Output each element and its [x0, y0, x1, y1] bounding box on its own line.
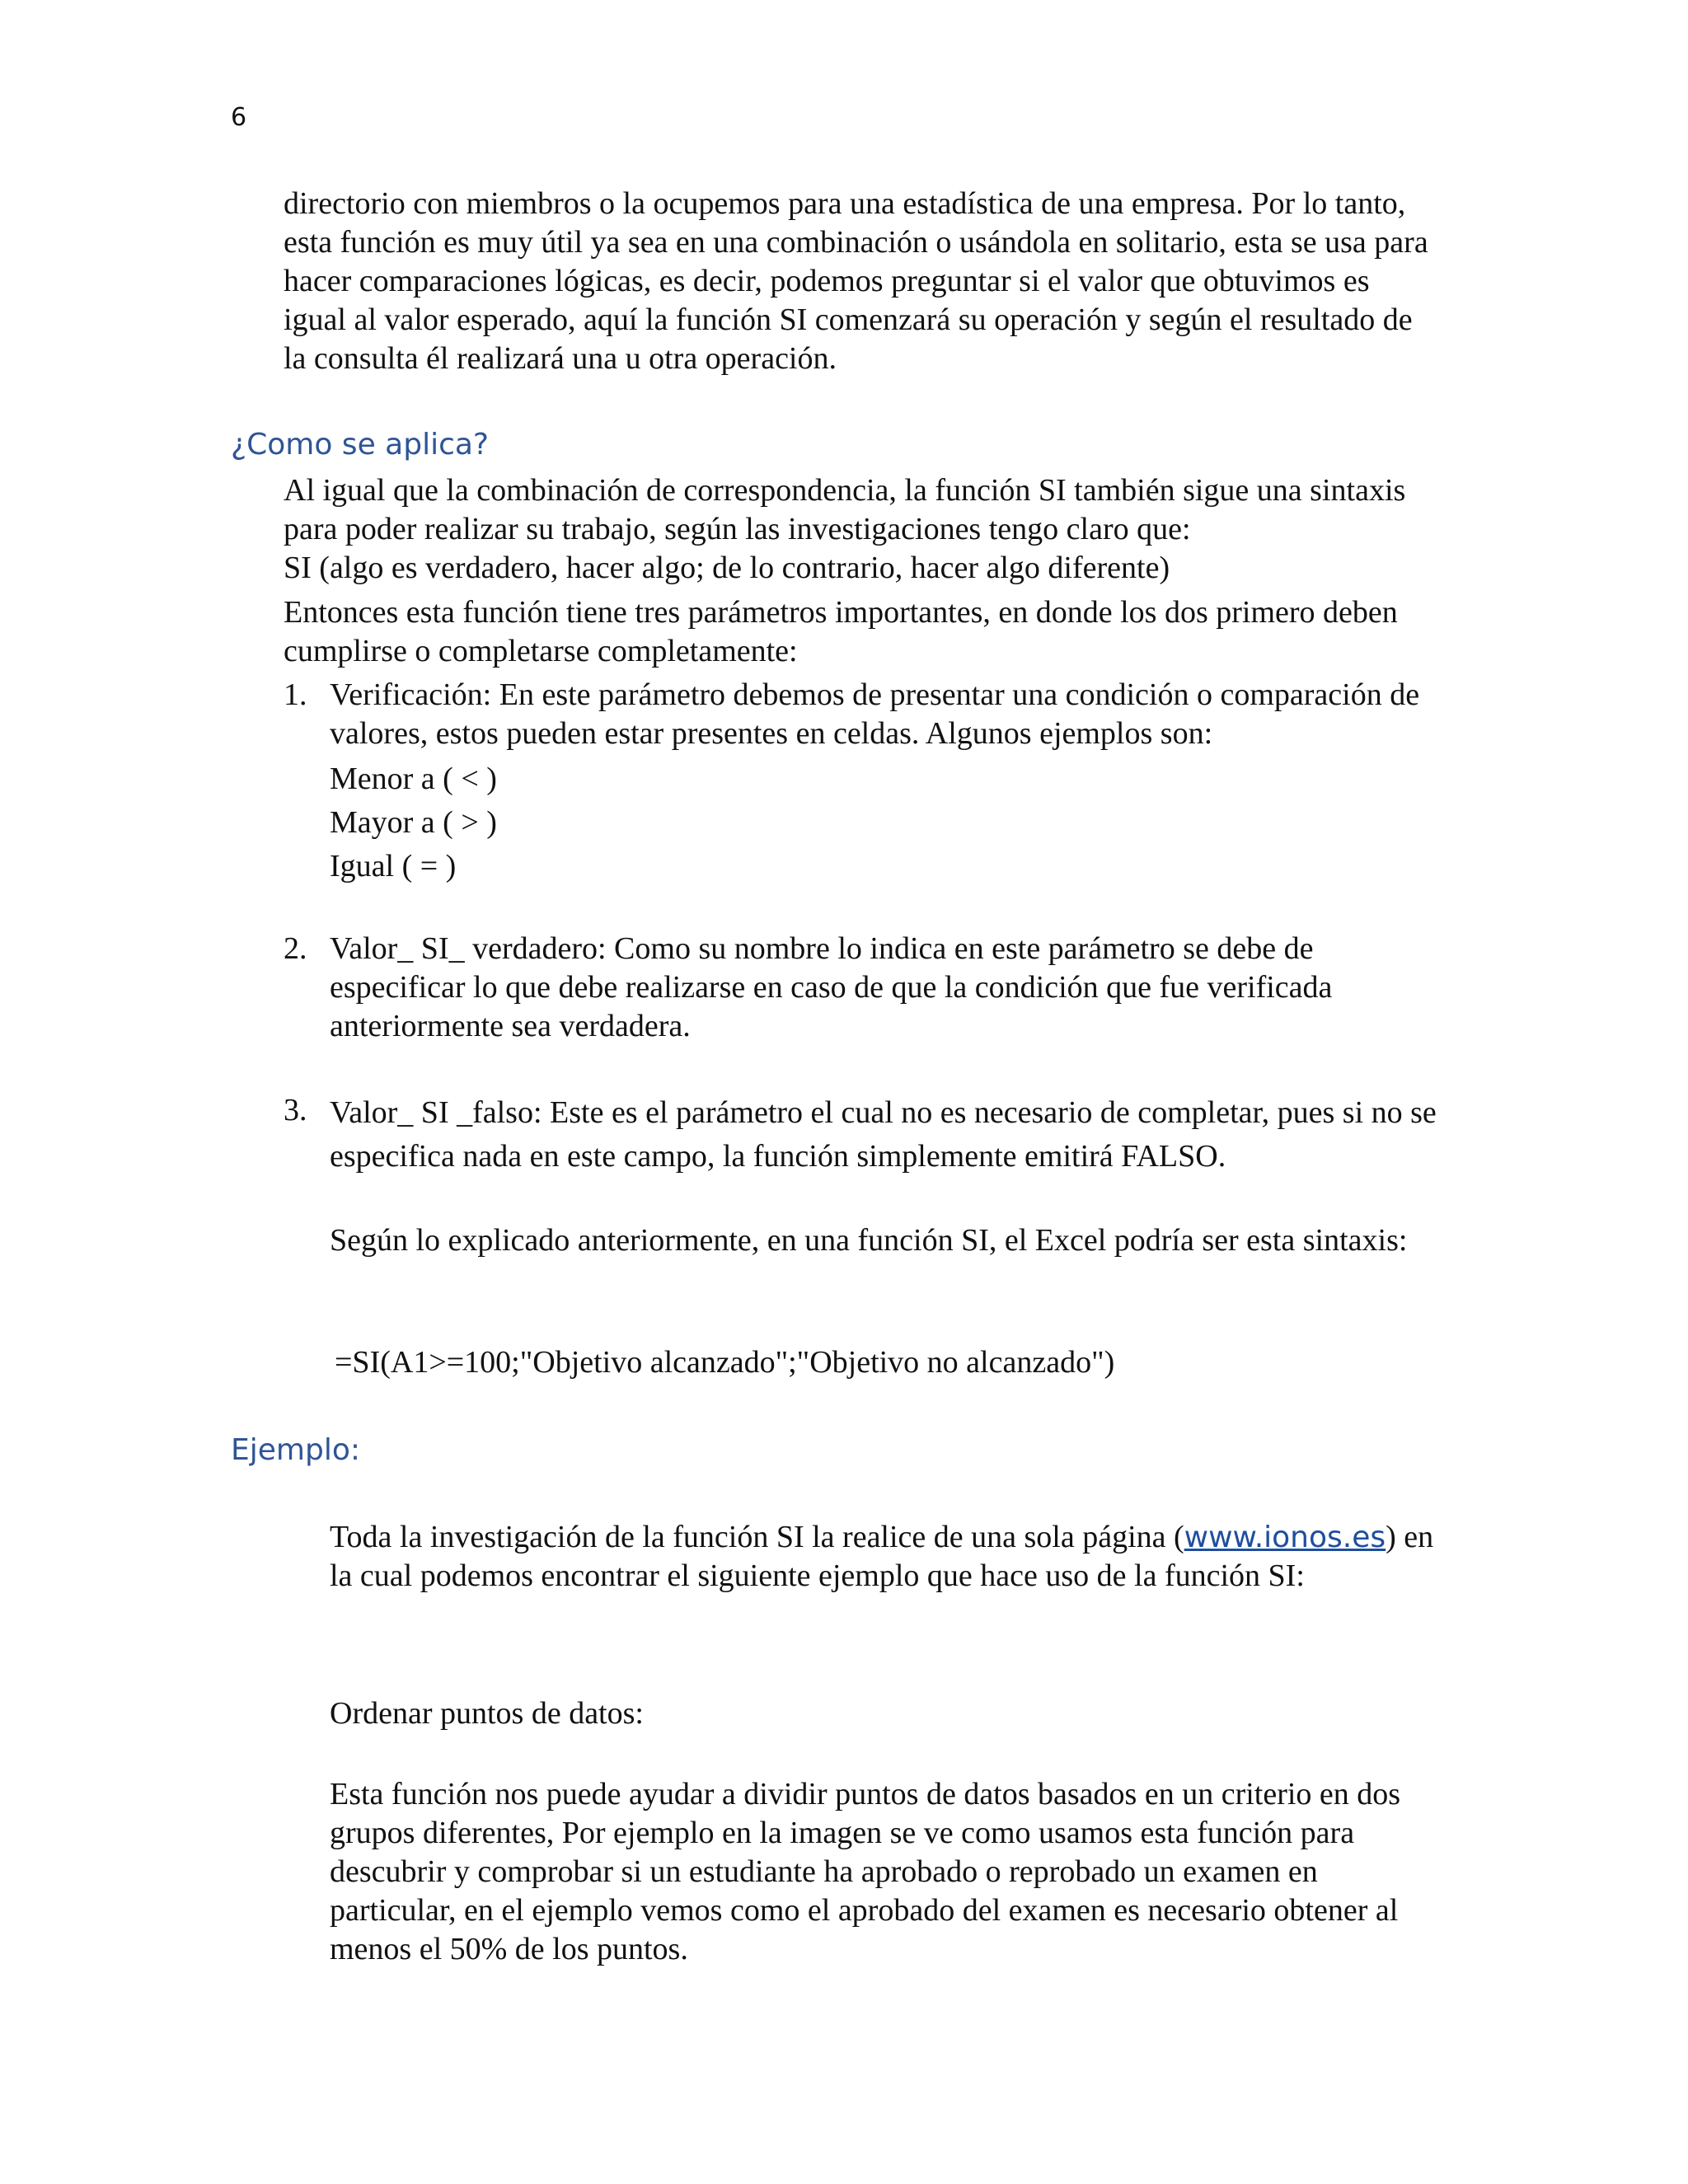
list-item-valor-si-falso	[284, 1091, 1454, 1179]
list-item-text: Valor_ SI _falso: Este es el parámetro el cual no es necesario de completar, pues si no se especifica nada en este campo, la función simplemente emitirá FALSO.	[330, 1095, 1437, 1174]
example-intro	[330, 1518, 1451, 1596]
formula-example: =SI(A1>=100;"Objetivo alcanzado";"Objetivo no alcanzado")	[335, 1345, 1115, 1380]
operator-igual: Igual ( = )	[330, 849, 457, 883]
example-description: Esta función nos puede ayudar a dividir puntos de datos basados en un criterio en dos grupos diferentes, Por ejemplo en la imagen se ve como usamos esta función para descubrir y comprobar si un estudiante ha aprobado o reprobado un examen en particular, en el ejemplo vemos como el aprobado del examen es necesario obtener al menos el 50% de los puntos.	[330, 1777, 1401, 1966]
source-link[interactable]: www.ionos.es	[1184, 1521, 1386, 1554]
list-marker: 2.	[284, 931, 307, 966]
list-marker: 3.	[284, 1093, 307, 1127]
list-item-valor-si-verdadero	[284, 930, 1454, 1046]
operator-menor: Menor a ( < )	[330, 762, 497, 796]
intro-paragraph: directorio con miembros o la ocupemos para una estadística de una empresa. Por lo tanto, esta función es muy útil ya sea en una combinación o usándola en solitario, esta se usa para hacer comparaciones lógicas, es decir, podemos preguntar si el valor que obtuvimos es igual al valor esperado, aquí la función SI comenzará su operación y según el resultado de la consulta él realizará una u otra operación.	[284, 186, 1428, 376]
example-intro-end: ) en la cual podemos encontrar el siguiente ejemplo que hace uso de la función SI:	[330, 1520, 1434, 1593]
list-item-verificacion	[284, 676, 1454, 886]
apply-paragraph-1: Al igual que la combinación de correspondencia, la función SI también sigue una sintaxis para poder realizar su trabajo, según las investigaciones tengo claro que:	[284, 473, 1406, 546]
list-item-text: Valor_ SI_ verdadero: Como su nombre lo indica en este parámetro se debe de especificar lo que debe realizarse en caso de que la condición que fue verificada anteriormente sea verdadera.	[330, 931, 1333, 1043]
example-subheading: Ordenar puntos de datos:	[330, 1696, 644, 1731]
heading-ejemplo: Ejemplo:	[231, 1433, 360, 1467]
apply-paragraph-2: Entonces esta función tiene tres parámetros importantes, en donde los dos primero deben cumplirse o completarse completamente:	[284, 595, 1398, 668]
list-item-text: Verificación: En este parámetro debemos de presentar una condición o comparación de valores, estos pueden estar presentes en celdas. Algunos ejemplos son:	[330, 677, 1420, 751]
syntax-explanation: Según lo explicado anteriormente, en una función SI, el Excel podría ser esta sintaxis:	[330, 1223, 1408, 1258]
list-marker: 1.	[284, 677, 307, 712]
example-intro-start: Toda la investigación de la función SI la realice de una sola página (	[330, 1520, 1184, 1554]
page-number: 6	[231, 103, 247, 132]
heading-como-se-aplica: ¿Como se aplica?	[231, 428, 490, 462]
syntax-line: SI (algo es verdadero, hacer algo; de lo contrario, hacer algo diferente)	[284, 551, 1170, 585]
operator-mayor: Mayor a ( > )	[330, 805, 497, 840]
